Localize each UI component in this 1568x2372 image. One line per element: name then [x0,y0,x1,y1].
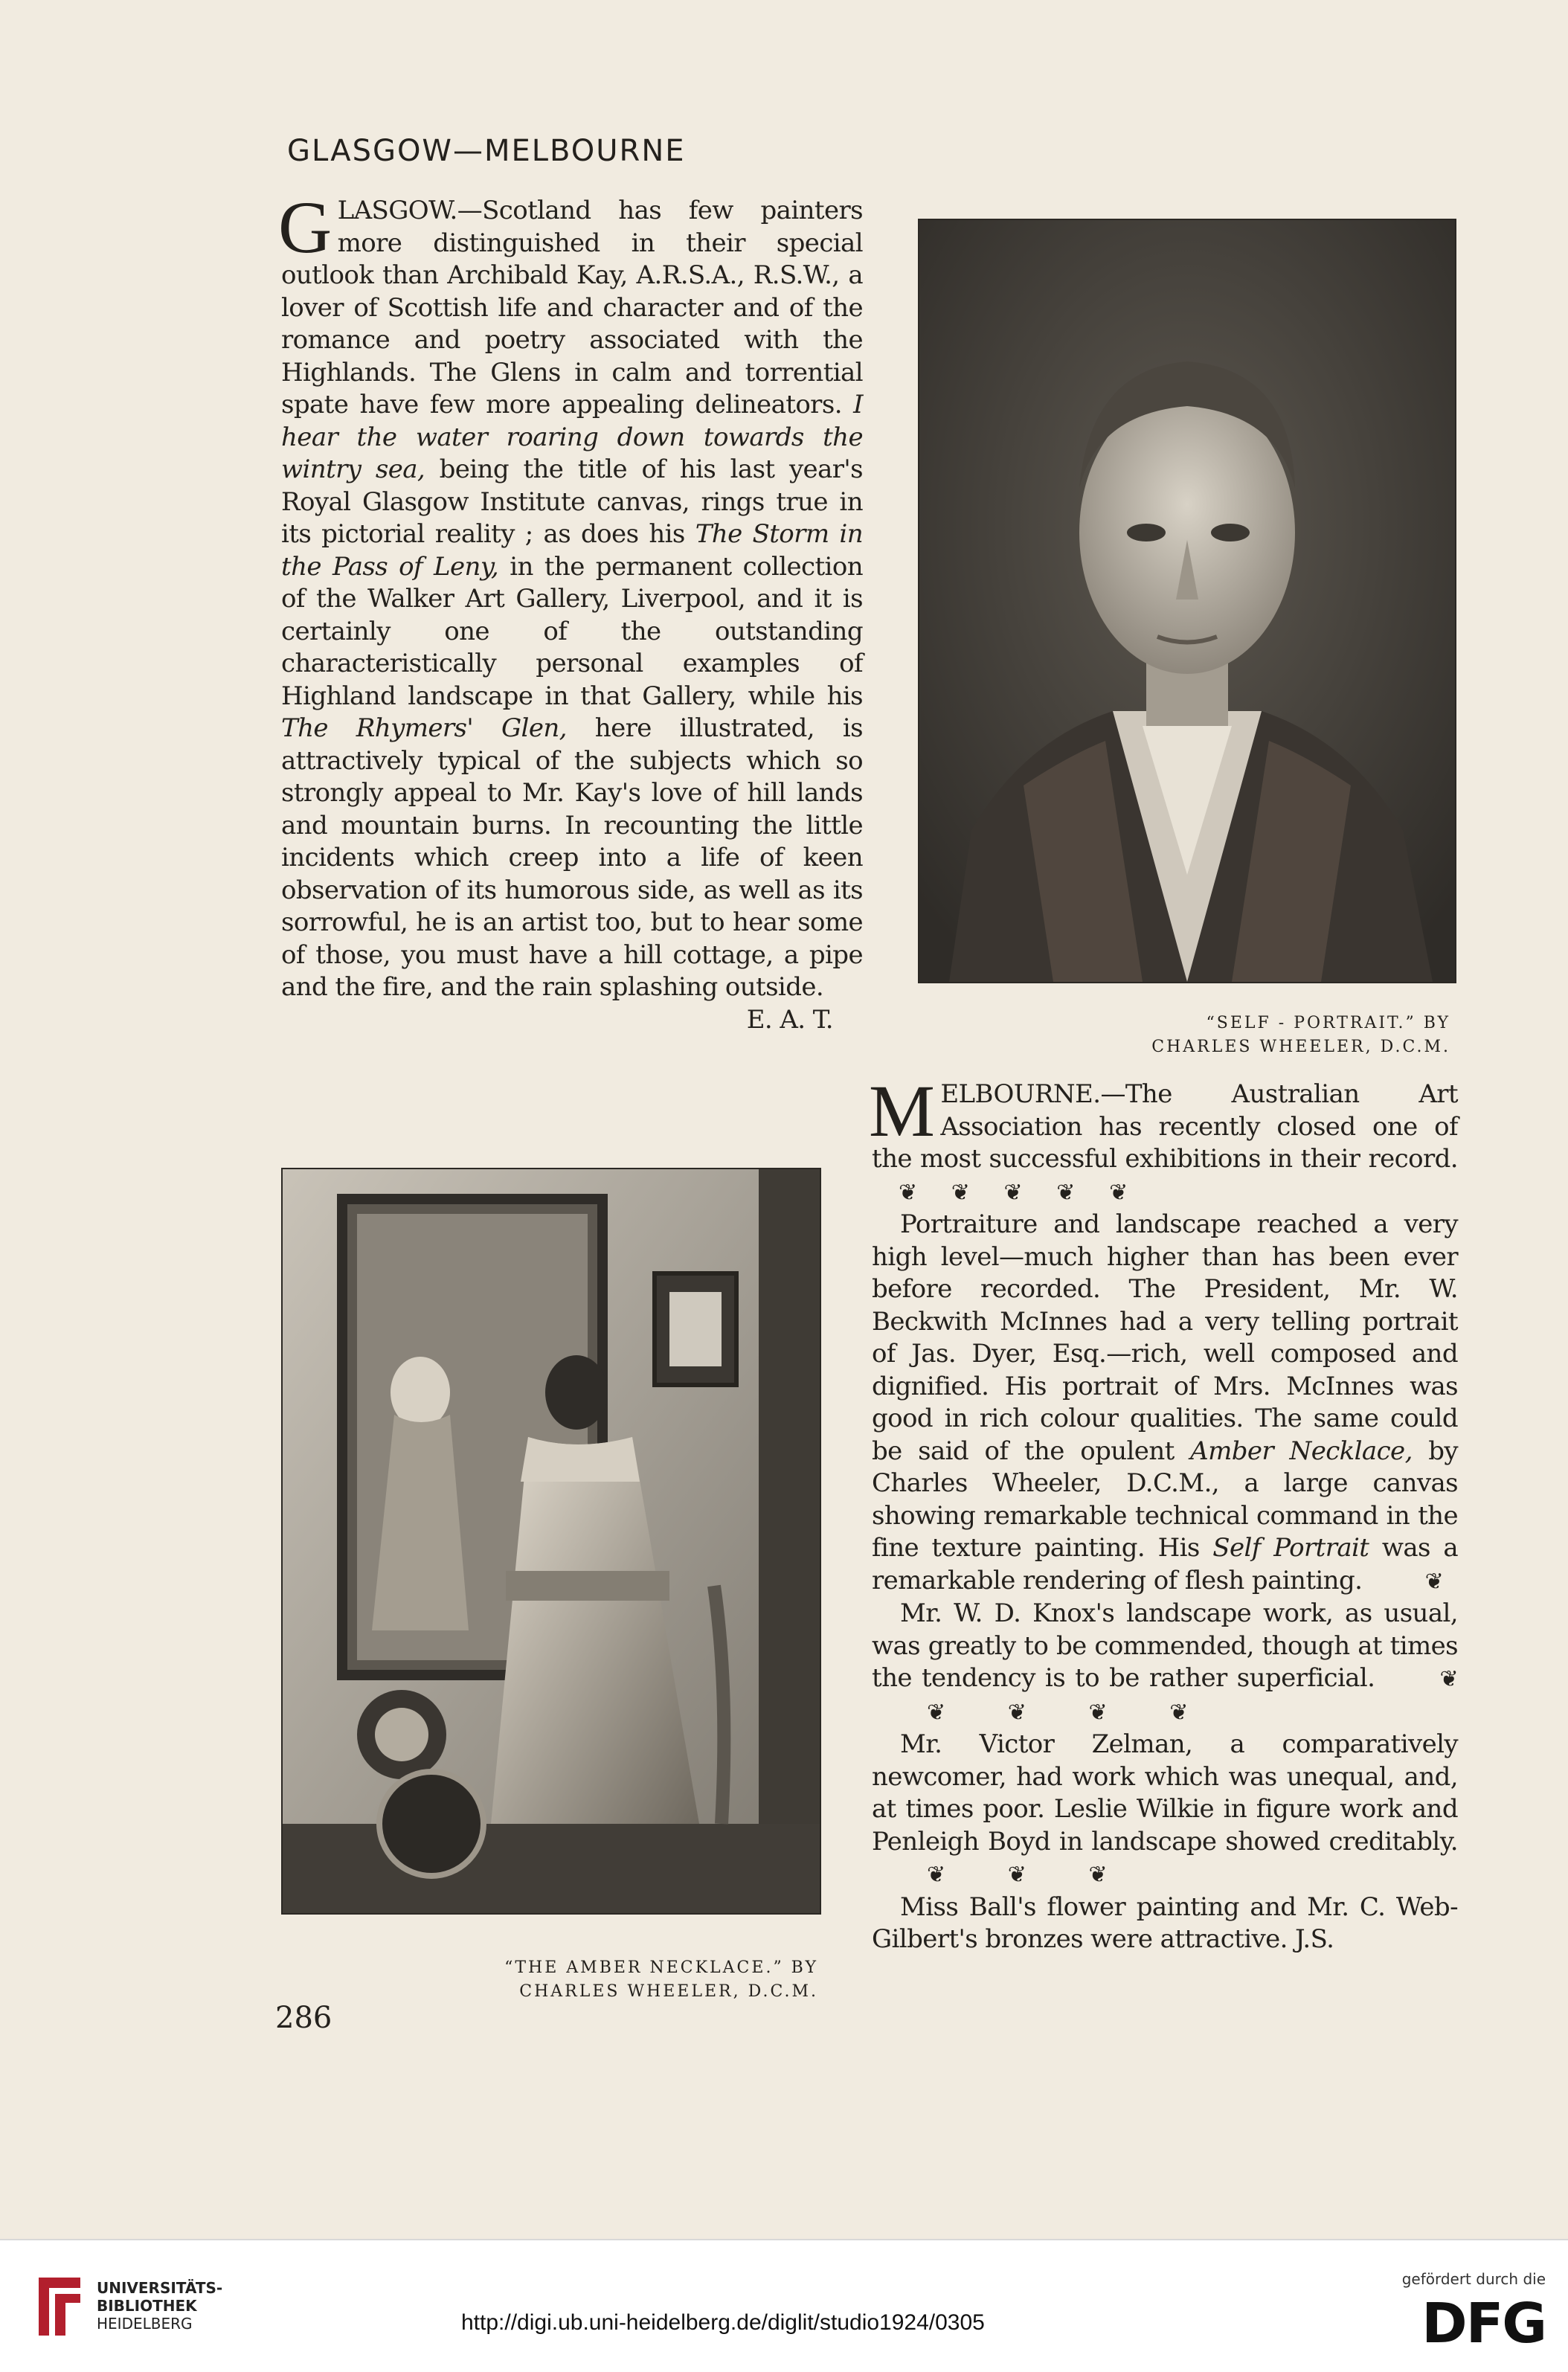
university-library-logo-icon [34,2273,86,2340]
source-url-link[interactable]: http://digi.ub.uni-heidelberg.de/diglit/studio1924/0305 [461,2310,985,2335]
ornament-icon: ❦ [1439,1666,1458,1692]
ornament-icon: ❦ [1088,1699,1108,1726]
ornament-icon: ❦ [927,1699,945,1726]
ornament-icon: ❦ [1056,1179,1075,1206]
melbourne-paragraph-5: Miss Ball's flower painting and Mr. C. Web-Gilbert's bronzes were attractive. J.S. [872,1892,1458,1954]
self-portrait-caption [1004,1012,1450,1059]
melbourne-paragraph-1: M ELBOURNE.—The Australian Art Association has recently closed one of the most successful exhibitions in their record. ❦ ❦ ❦ ❦ ❦ [872,1079,1458,1209]
melbourne-article [869,1070,1459,1956]
melbourne-dropcap: M [869,1070,935,1152]
ornament-icon: ❦ [1003,1179,1023,1206]
library-name-line1: UNIVERSITÄTS- [97,2279,223,2297]
ornament-icon: ❦ [1088,1862,1108,1888]
page-number: 286 [275,2001,332,2035]
glasgow-signature: E. A. T. [746,1004,833,1035]
self-portrait-image [919,220,1455,982]
ornament-icon: ❦ [899,1179,917,1206]
self-portrait-photo [918,219,1456,983]
melbourne-paragraph-3: Mr. W. D. Knox's landscape work, as usual, was greatly to be commended, though at times the tendency is to be rather superficial. ❦ ❦ ❦ ❦ ❦ [872,1598,1458,1729]
glasgow-article [278,186,863,1036]
library-name-line2: BIBLIOTHEK [97,2297,197,2315]
ornament-icon: ❦ [927,1862,945,1888]
glasgow-dropcap: G [278,186,332,269]
ornament-icon: ❦ [1007,1862,1026,1888]
ornament-icon: ❦ [951,1179,970,1206]
page-title: GLASGOW—MELBOURNE [287,134,686,168]
amber-necklace-caption-line2: CHARLES WHEELER, D.C.M. [519,1982,818,2001]
amber-necklace-caption [372,1956,818,2004]
amber-necklace-image [283,1169,820,1913]
melbourne-paragraph-2: Portraiture and landscape reached a very high level—much higher than has been ever before recorded. The President, Mr. W. Beckwith McInnes had a very telling portrait of Jas. Dyer, Esq.—rich, well composed and dignified. His portrait of Mrs. McInnes was good in rich colour qualities. The same could be said of the opulent Amber Necklace, by Charles Wheeler, D.C.M., a large canvas showing remarkable technical command in the fine texture painting. His Self Portrait was a remarkable rendering of flesh painting. ❦ [872,1209,1458,1598]
funded-by-label: gefördert durch die [1401,2270,1546,2288]
ornament-icon: ❦ [1109,1179,1128,1206]
ornament-icon: ❦ [1424,1568,1444,1595]
ornament-icon: ❦ [1007,1699,1026,1726]
self-portrait-caption-line2: CHARLES WHEELER, D.C.M. [1151,1038,1450,1056]
melbourne-paragraph-4: Mr. Victor Zelman, a comparatively newcomer, had work which was unequal, and, at times poor. Leslie Wilkie in figure work and Penleigh Boyd in landscape showed creditably. ❦ ❦ ❦ [872,1729,1458,1892]
digitization-footer [0,2239,1568,2372]
ornament-icon: ❦ [1169,1699,1188,1726]
self-portrait-caption-line1: “SELF - PORTRAIT.” BY [1206,1014,1450,1032]
glasgow-text: LASGOW.—Scotland has few painters more distinguished in their special outlook than Archibald Kay, A.R.S.A., R.S.W., a lover of Scottish life and character and of the romance and poetry associated with the Highlands. The Glens in calm and torrential spate have few more appealing delineators. I hear the water roaring down towards the wintry sea, being the title of his last year's Royal Glasgow Institute canvas, rings true in its pictorial reality ; as does his The Storm in the Pass of Leny, in the permanent collection of the Walker Art Gallery, Liverpool, and it is certainly one of the outstanding characteristically personal examples of Highland landscape in that Gallery, while his The Rhymers' Glen, here illustrated, is attractively typical of the subjects which so strongly appeal to Mr. Kay's love of hill lands and mountain burns. In recounting the little incidents which creep into a life of keen observation of its humorous side, as well as its sorrowful, he is an artist too, but to hear some of those, you must have a hill cottage, a pipe and the fire, and the rain splashing outside. [281,196,863,1002]
dfg-logo: DFG [1421,2292,1546,2356]
library-name [97,2279,222,2333]
amber-necklace-photo [281,1168,821,1915]
amber-necklace-caption-line1: “THE AMBER NECKLACE.” BY [504,1958,818,1977]
library-name-line3: HEIDELBERG [97,2315,193,2333]
